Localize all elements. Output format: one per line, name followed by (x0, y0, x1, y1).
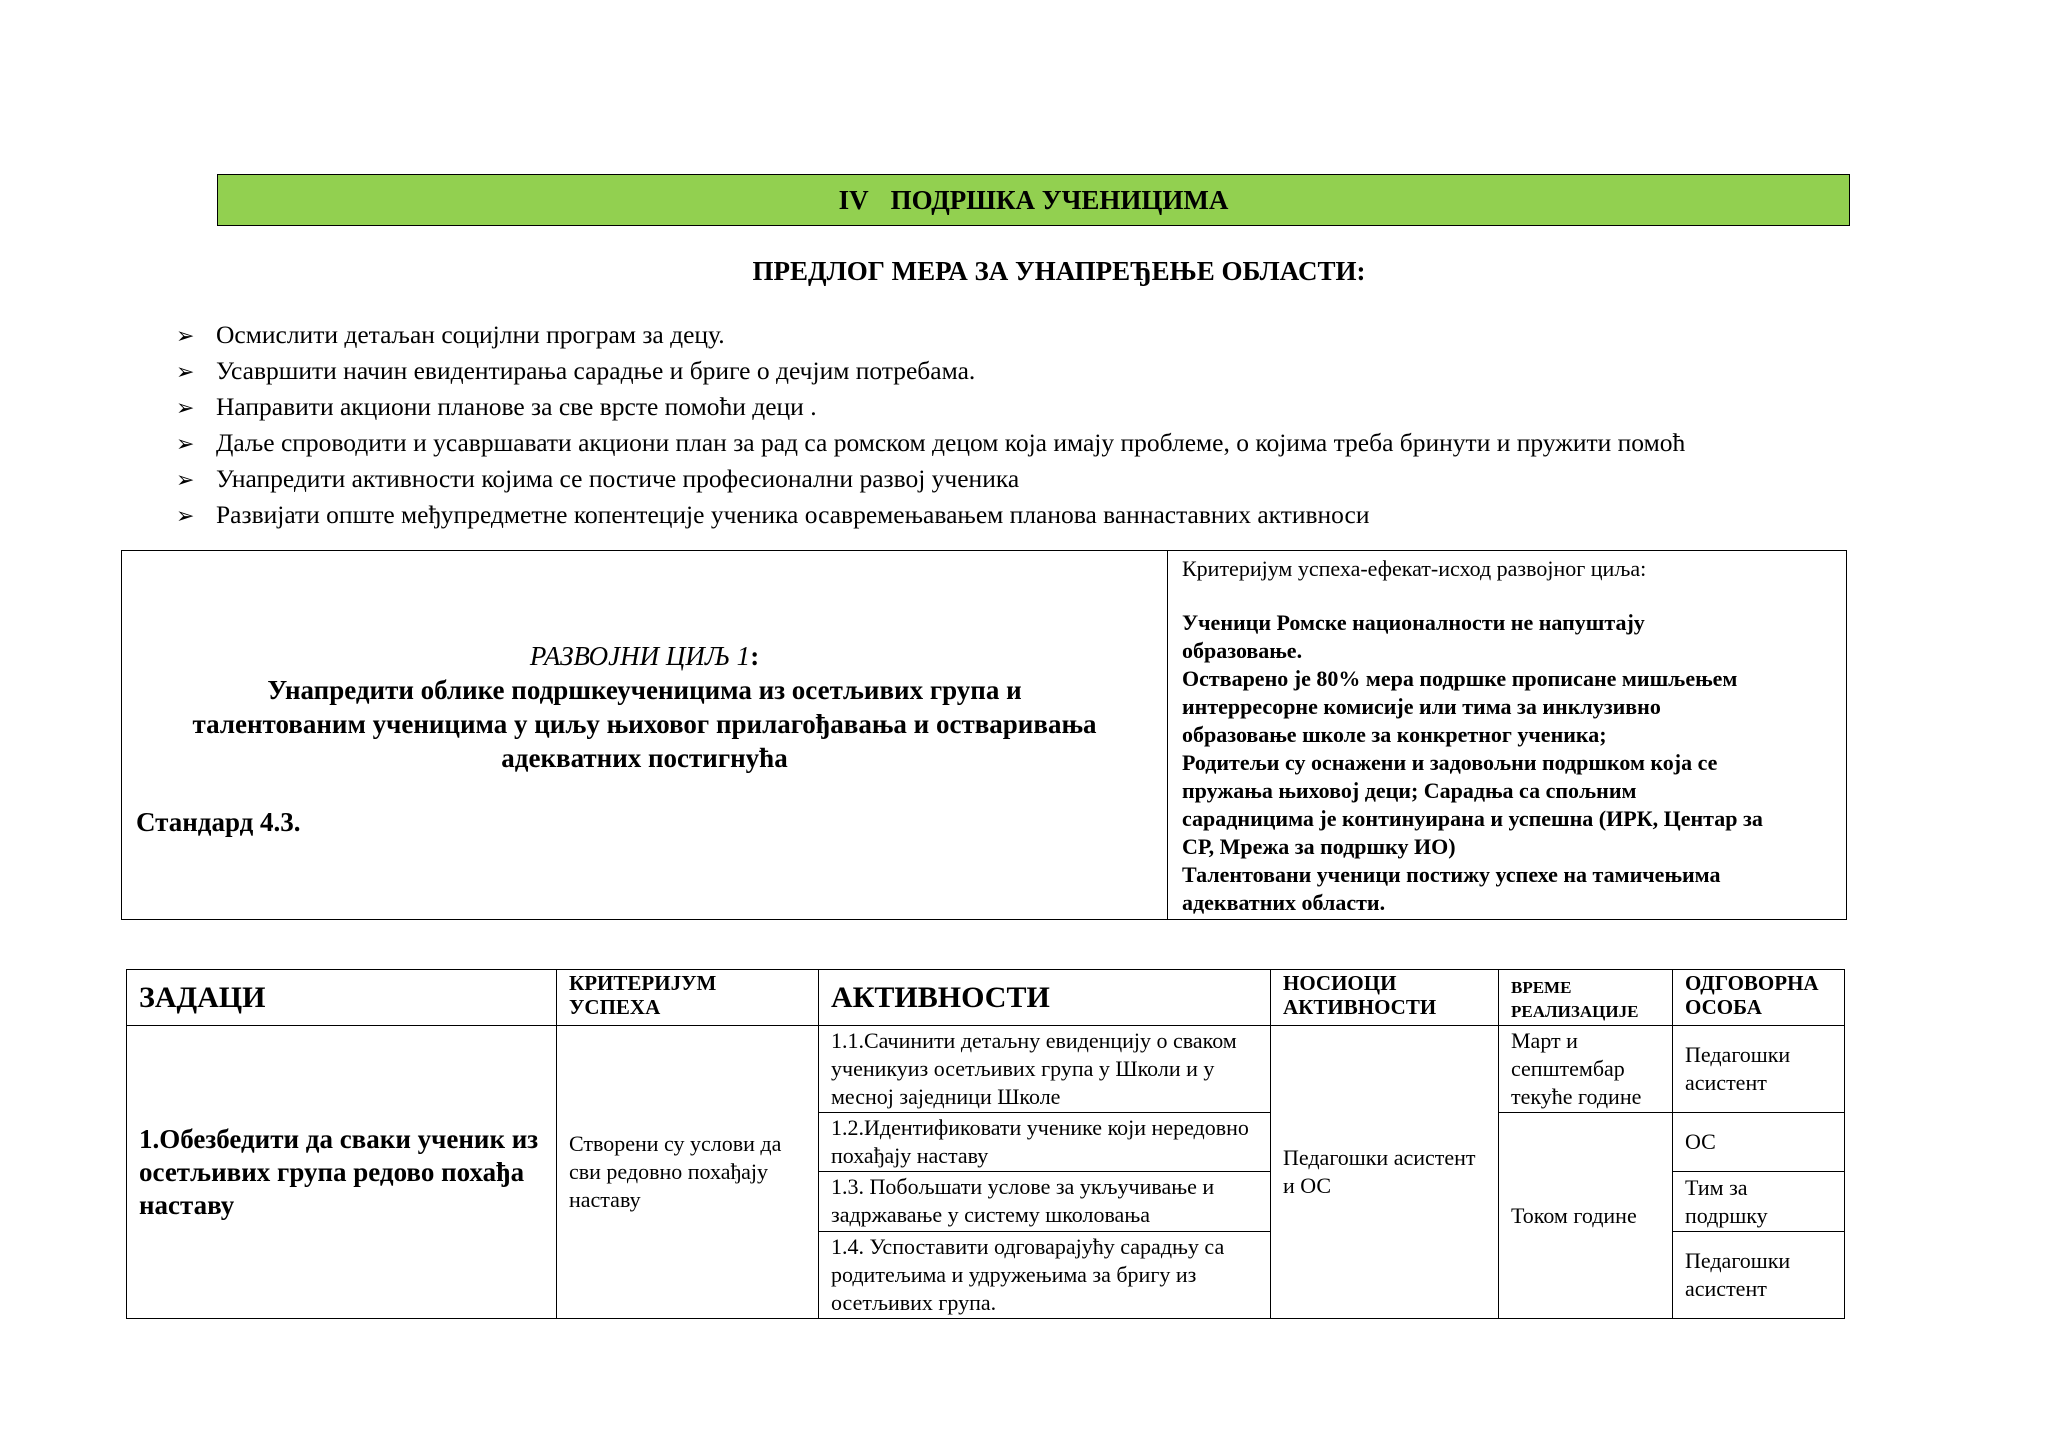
table-row (127, 1026, 1845, 1113)
activity-cell: 1.2.Идентификовати ученике који нередовно похађају наставу (819, 1113, 1271, 1172)
task-cell: 1.Обезбедити да сваки ученик из осетљивих група редово похађа наставу (127, 1026, 557, 1319)
goal-line: адекватних постигнућа (501, 743, 788, 773)
goal-description (122, 551, 1168, 919)
list-item: ➢ Осмислити детаљан социјлни програм за децу. (176, 318, 1685, 354)
criteria-cell: Створени су услови да сви редовно похађају наставу (557, 1026, 819, 1319)
arrow-bullet-icon: ➢ (176, 468, 195, 493)
tasks-table (126, 969, 1845, 1319)
section-number: IV (838, 184, 869, 215)
arrow-bullet-icon: ➢ (176, 432, 195, 457)
section-title: ПОДРШКА УЧЕНИЦИМА (890, 184, 1229, 215)
time-cell: Март и сепштембар текуће године (1499, 1026, 1673, 1113)
criteria-label: Критеријум успеха-ефекат-исход развојног циља: (1182, 556, 1647, 581)
goal-line: талентованим ученицима у циљу њиховог прилагођавања и остваривања (192, 709, 1097, 739)
criteria-text: Ученици Ромске националности не напуштају образовање. Остварено је 80% мера подршке прописане мишљењем интерресорне комисије или тима за инклузивно образовање школе за конкретног ученика; Родитељи су оснажени и задовољни подршком која се пружања њиховој деци; Сарадња са спољним сарадницима је континуирана и успешна (ИРК, Центар за СР, Мрежа за подршку ИО) Талентовани ученици постижу успехе на тамичењима адекватних области. (1182, 610, 1763, 915)
responsible-cell: Педагошки асистент (1673, 1232, 1845, 1319)
responsible-cell: ОС (1673, 1113, 1845, 1172)
responsible-cell: Тим за подршку (1673, 1172, 1845, 1232)
list-item: ➢ Даље спроводити и усавршавати акциони план за рад са ромском децом која имају проблеме, о којима треба бринути и пружити помоћ (176, 426, 1685, 462)
table-header-row (127, 970, 1845, 1026)
list-item: ➢ Развијати опште међупредметне копентеције ученика осавремењавањем планова ваннаставних активноси (176, 498, 1685, 534)
header-activities: АКТИВНОСТИ (819, 970, 1271, 1026)
activity-cell: 1.4. Успоставити одговарајућу сарадњу са родитељима и удружењима за бригу из осетљивих група. (819, 1232, 1271, 1319)
activity-cell: 1.3. Побољшати услове за укључивање и задржавање у систему школовања (819, 1172, 1271, 1232)
arrow-bullet-icon: ➢ (176, 504, 195, 529)
success-criteria (1168, 551, 1846, 919)
list-item: ➢ Усавршити начин евидентирања сарадње и бриге о дечјим потребама. (176, 354, 1685, 390)
header-responsible: ОДГОВОРНА ОСОБА (1673, 970, 1845, 1026)
arrow-bullet-icon: ➢ (176, 324, 195, 349)
standard-label: Стандард 4.3. (136, 807, 301, 837)
arrow-bullet-icon: ➢ (176, 360, 195, 385)
development-goal-box (121, 550, 1847, 920)
header-time: ВРЕМЕ РЕАЛИЗАЦИЈЕ (1499, 970, 1673, 1026)
arrow-bullet-icon: ➢ (176, 396, 195, 421)
measures-list (176, 318, 1685, 534)
goal-line: Унапредити облике подршкеученицима из осетљивих група и (267, 675, 1022, 705)
activity-cell: 1.1.Сачинити детаљну евиденцију о сваком ученикуиз осетљивих група у Школи и у месној заједници Школе (819, 1026, 1271, 1113)
header-carriers: НОСИОЦИ АКТИВНОСТИ (1271, 970, 1499, 1026)
time-cell: Током године (1499, 1113, 1673, 1319)
measures-heading: ПРЕДЛОГ МЕРА ЗА УНАПРЕЂЕЊЕ ОБЛАСТИ: (752, 256, 1366, 286)
carriers-cell: Педагошки асистент и ОС (1271, 1026, 1499, 1319)
header-tasks: ЗАДАЦИ (127, 970, 557, 1026)
responsible-cell: Педагошки асистент (1673, 1026, 1845, 1113)
section-banner (217, 174, 1850, 226)
header-criteria: КРИТЕРИЈУМ УСПЕХА (557, 970, 819, 1026)
goal-label: РАЗВОЈНИ ЦИЉ 1 (529, 641, 751, 671)
list-item: ➢ Направити акциони планове за све врсте помоћи деци . (176, 390, 1685, 426)
list-item: ➢ Унапредити активности којима се постиче професионални развој ученика (176, 462, 1685, 498)
goal-heading: РАЗВОЈНИ ЦИЉ 1: Унапредити облике подршкеученицима из осетљивих група и талентованим ученицима у циљу њиховог прилагођавања и остваривања адекватних постигнућа (122, 639, 1167, 775)
